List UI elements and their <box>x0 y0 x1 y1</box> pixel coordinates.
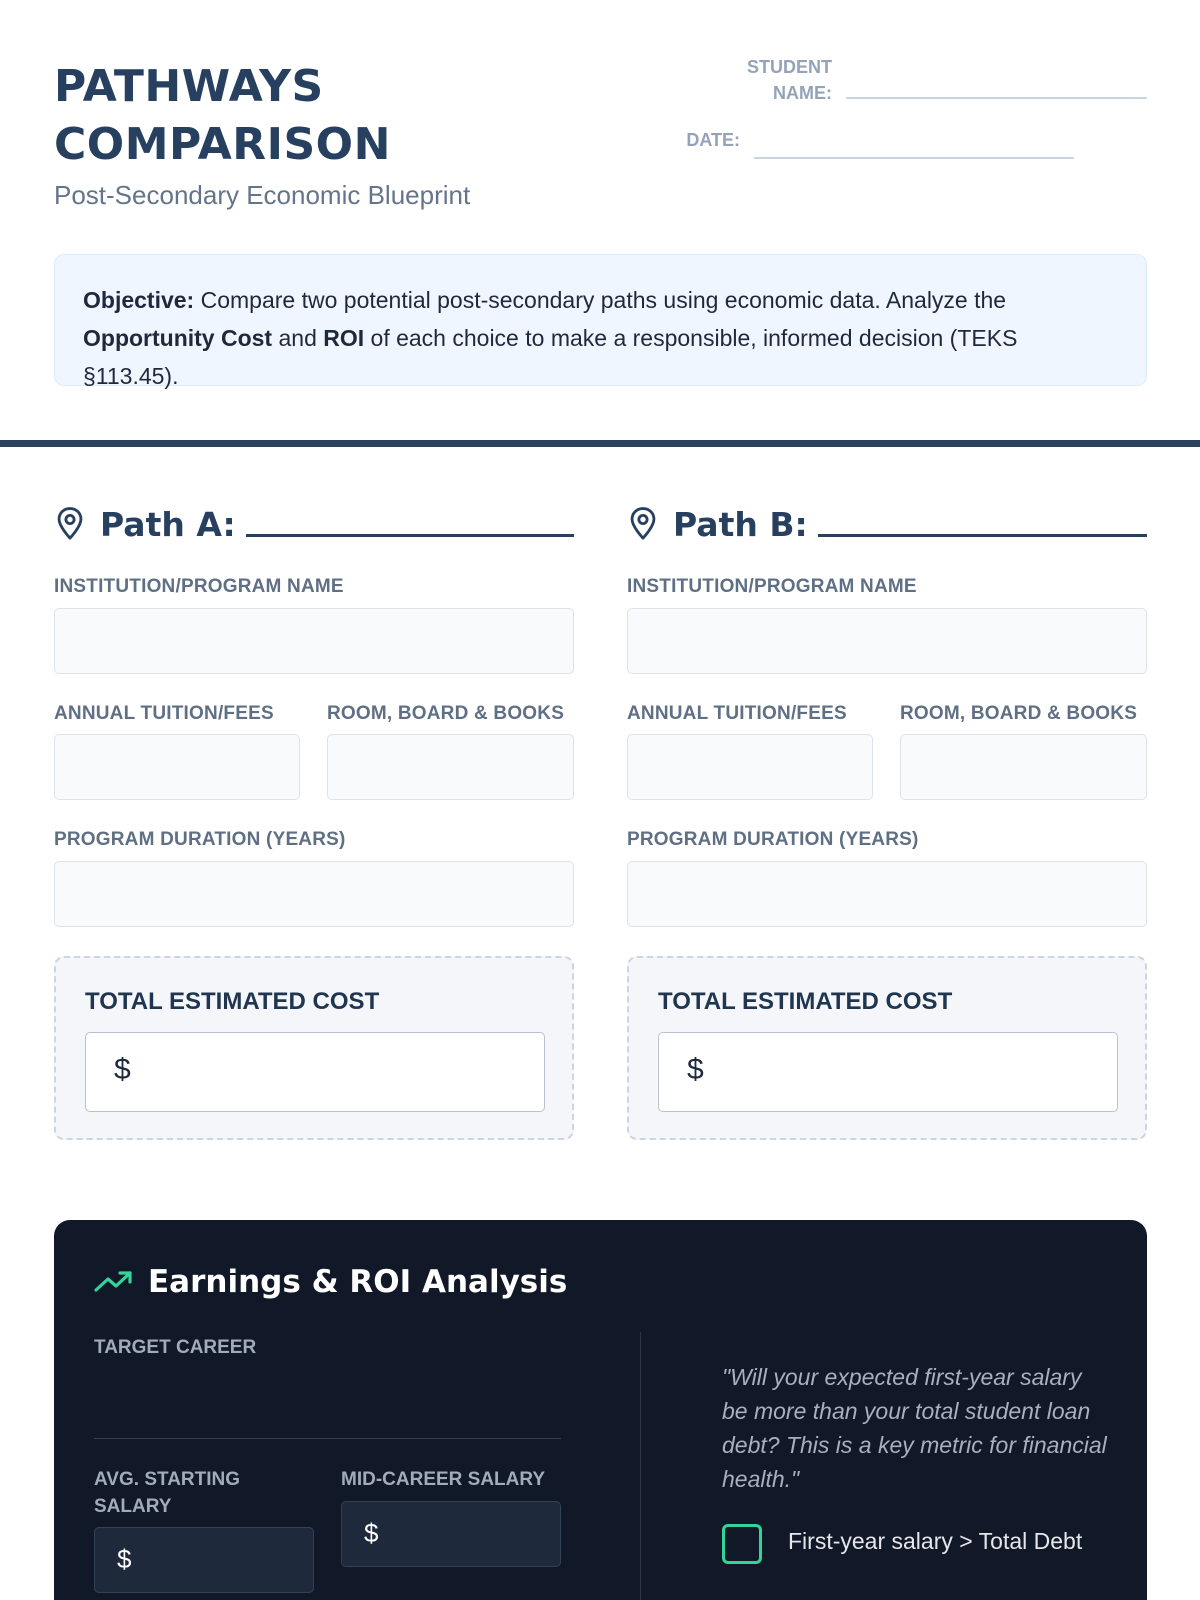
dollar-sign: $ <box>117 1544 132 1574</box>
tuition-input[interactable] <box>54 734 300 800</box>
starting-salary-input[interactable] <box>94 1527 314 1593</box>
title-line-1: PATHWAYS <box>54 61 324 112</box>
starting-salary-label-line-1: AVG. STARTING <box>94 1469 241 1490</box>
date-label: DATE: <box>686 130 740 150</box>
starting-salary-label <box>94 1466 294 1520</box>
tuition-label: ANNUAL TUITION/FEES <box>627 703 847 724</box>
roi-column-divider <box>640 1332 641 1600</box>
mid-career-label: MID-CAREER SALARY <box>341 1469 546 1490</box>
date-field[interactable] <box>754 157 1074 159</box>
map-pin-icon <box>54 506 86 542</box>
dollar-sign: $ <box>687 1053 704 1086</box>
objective-text-1: Compare two potential post-secondary paths using economic data. Analyze the <box>194 287 1007 313</box>
roi-header <box>94 1264 567 1300</box>
target-career-label: TARGET CAREER <box>94 1337 257 1358</box>
roi-quote: "Will your expected first-year salary be more than your total student loan debt? This is a key metric for financial health." <box>722 1364 1107 1492</box>
objective-text-2: and <box>272 325 324 351</box>
student-label-line-1: STUDENT <box>747 57 832 77</box>
path-b-header <box>627 500 1147 548</box>
dollar-sign: $ <box>364 1518 379 1548</box>
total-cost-input[interactable] <box>85 1032 545 1112</box>
starting-salary-label-line-2: SALARY <box>94 1496 172 1517</box>
path-a-header <box>54 500 574 548</box>
total-cost-card <box>627 956 1147 1140</box>
institution-label: INSTITUTION/PROGRAM NAME <box>627 576 917 597</box>
path-b-name-blank[interactable] <box>818 534 1147 537</box>
student-name-label <box>700 54 832 106</box>
duration-label: PROGRAM DURATION (YEARS) <box>54 829 346 850</box>
institution-input[interactable] <box>627 608 1147 674</box>
target-career-field[interactable] <box>94 1438 561 1439</box>
path-b-title: Path B: <box>673 504 808 544</box>
section-divider <box>0 440 1200 447</box>
page-subtitle: Post-Secondary Economic Blueprint <box>54 180 471 210</box>
room-board-label: ROOM, BOARD & BOOKS <box>327 703 565 724</box>
path-b-column <box>627 500 1147 1150</box>
room-board-input[interactable] <box>900 734 1147 800</box>
path-a-name-blank[interactable] <box>246 534 574 537</box>
student-name-field[interactable] <box>846 97 1147 99</box>
room-board-label: ROOM, BOARD & BOOKS <box>900 703 1138 724</box>
institution-input[interactable] <box>54 608 574 674</box>
total-cost-card <box>54 956 574 1140</box>
path-a-title: Path A: <box>100 504 236 544</box>
total-cost-label: TOTAL ESTIMATED COST <box>658 988 953 1015</box>
path-a-column <box>54 500 574 1150</box>
total-cost-label: TOTAL ESTIMATED COST <box>85 988 380 1015</box>
duration-input[interactable] <box>54 861 574 927</box>
objective-text-3: of each choice to make a responsible, informed decision (TEKS §113.45). <box>83 325 1018 389</box>
trending-up-icon <box>94 1268 134 1296</box>
duration-input[interactable] <box>627 861 1147 927</box>
title-line-2: COMPARISON <box>54 119 391 170</box>
objective-term-opportunity-cost: Opportunity Cost <box>83 325 273 351</box>
duration-label: PROGRAM DURATION (YEARS) <box>627 829 919 850</box>
objective-label: Objective: <box>83 287 195 313</box>
mid-career-input[interactable] <box>341 1501 561 1567</box>
roi-analysis-card <box>54 1220 1147 1600</box>
objective-term-roi: ROI <box>323 325 365 351</box>
total-cost-input[interactable] <box>658 1032 1118 1112</box>
tuition-input[interactable] <box>627 734 873 800</box>
tuition-label: ANNUAL TUITION/FEES <box>54 703 274 724</box>
room-board-input[interactable] <box>327 734 574 800</box>
objective-box <box>54 254 1147 389</box>
worksheet-header <box>54 58 1147 218</box>
debt-check-checkbox[interactable] <box>722 1524 762 1564</box>
map-pin-icon <box>627 506 659 542</box>
roi-title: Earnings & ROI Analysis <box>148 1264 568 1300</box>
debt-check-label: First-year salary > Total Debt <box>788 1528 1083 1554</box>
institution-label: INSTITUTION/PROGRAM NAME <box>54 576 344 597</box>
student-label-line-2: NAME: <box>773 83 832 103</box>
dollar-sign: $ <box>114 1053 131 1086</box>
